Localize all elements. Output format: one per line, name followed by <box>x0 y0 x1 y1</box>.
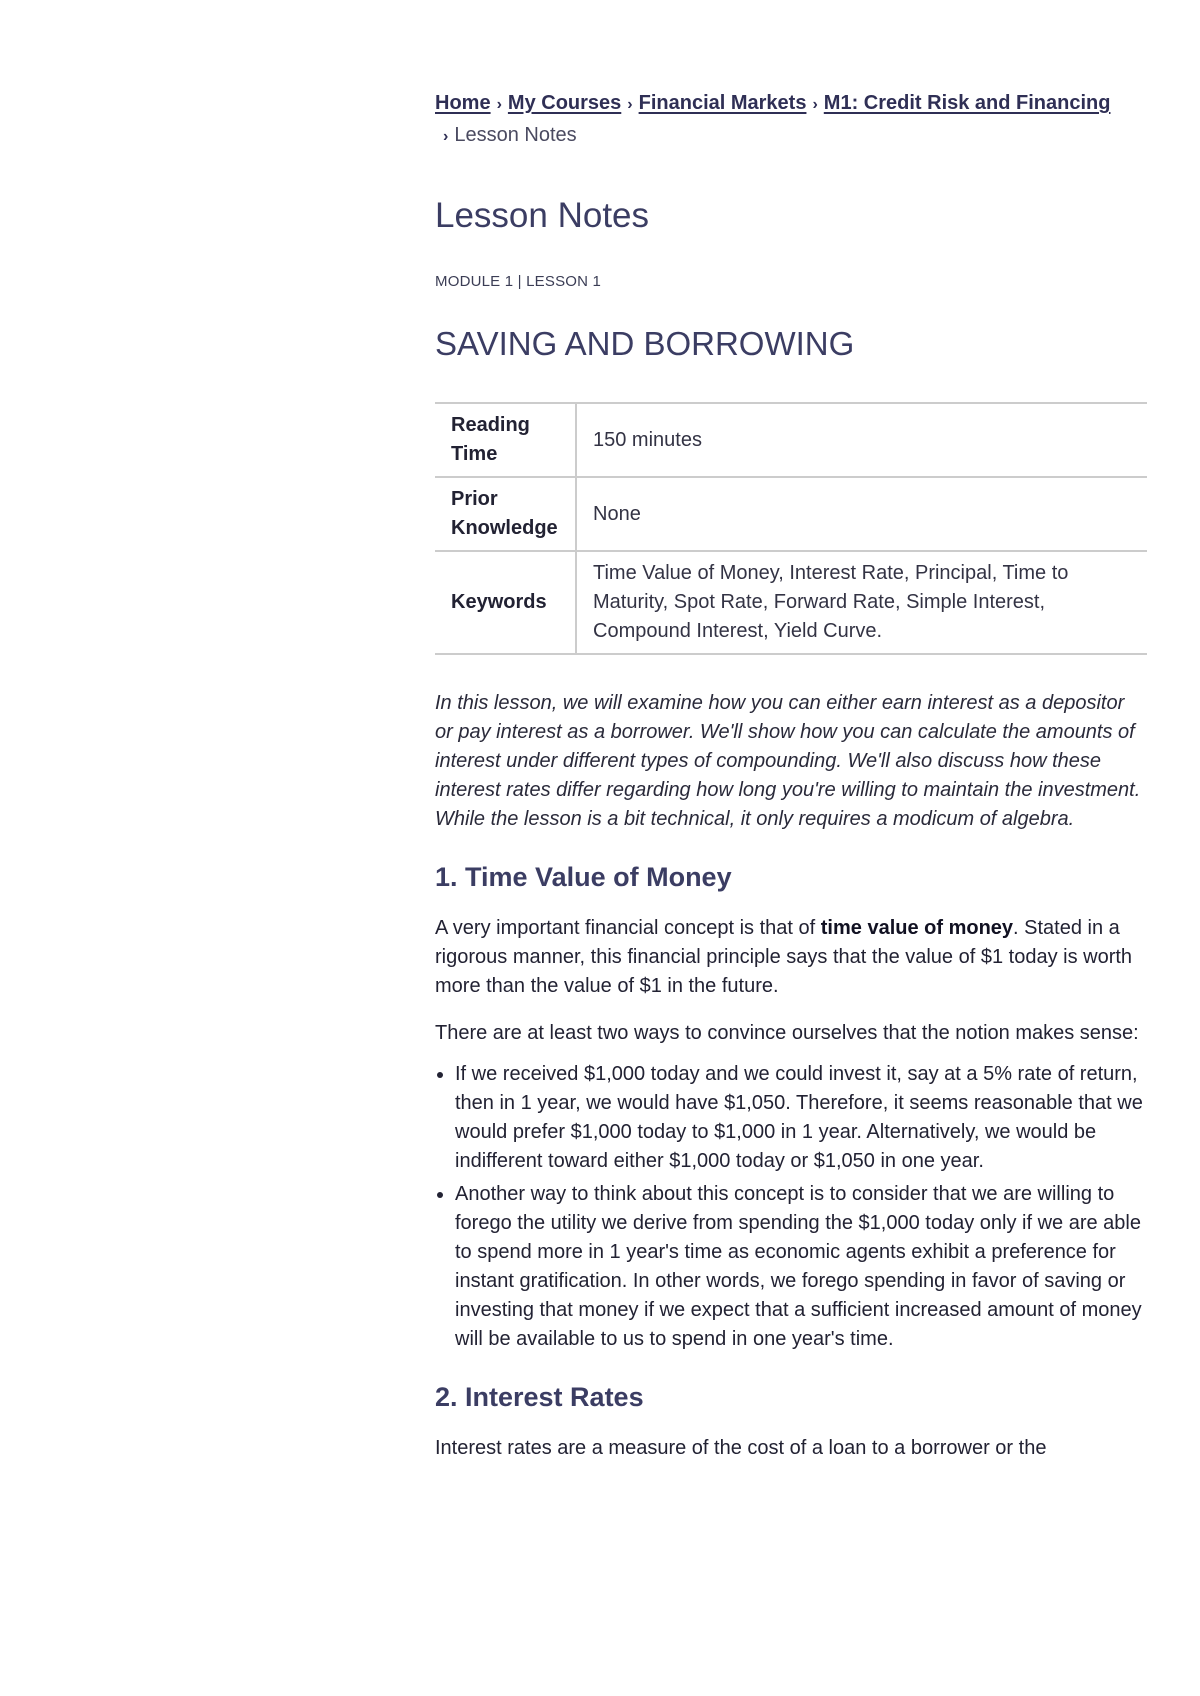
breadcrumb-financial-markets-link[interactable]: Financial Markets <box>638 92 807 114</box>
lesson-content <box>435 88 1147 1463</box>
breadcrumb-module-link[interactable]: M1: Credit Risk and Financing <box>823 92 1111 114</box>
paragraph-text: A very important financial concept is that of <box>435 917 821 939</box>
info-key: Keywords <box>435 551 576 654</box>
breadcrumb-separator-icon: › <box>443 128 449 145</box>
table-row <box>435 403 1147 477</box>
table-row <box>435 477 1147 551</box>
breadcrumb-current <box>435 120 1147 152</box>
info-key: Reading Time <box>435 403 576 477</box>
info-value: Time Value of Money, Interest Rate, Principal, Time to Maturity, Spot Rate, Forward Rate, Simple Interest, Compound Interest, Yield Curve. <box>576 551 1147 654</box>
module-lesson-label: MODULE 1 | LESSON 1 <box>435 273 602 290</box>
breadcrumb-separator-icon: › <box>812 96 818 113</box>
page-title: Lesson Notes <box>435 196 650 235</box>
breadcrumb <box>435 88 1147 152</box>
info-key: Prior Knowledge <box>435 477 576 551</box>
breadcrumb-my-courses-link[interactable]: My Courses <box>507 92 622 114</box>
list-item: • If we received $1,000 today and we could invest it, say at a 5% rate of return, then in 1 year, we would have $1,050. Therefore, it seems reasonable that we would prefer $1,000 today to $1,000 in 1 year. Alternatively, we would be indifferent toward either $1,000 today or $1,050 in one year. <box>455 1060 1147 1176</box>
paragraph: There are at least two ways to convince ourselves that the notion makes sense: <box>435 1022 1139 1044</box>
paragraph-text: . Stated in a rigorous manner, this financial principle says that the value of $1 today is worth more than the value of $1 in the future. <box>435 917 1133 997</box>
info-value: None <box>576 477 1147 551</box>
table-row <box>435 551 1147 654</box>
paragraph: Interest rates are a measure of the cost of a loan to a borrower or the <box>435 1437 1047 1459</box>
lesson-intro: In this lesson, we will examine how you can either earn interest as a depositor or pay interest as a borrower. We'll show how you can calculate the amounts of interest under different types of compounding. We'll also discuss how these interest rates differ regarding how long you're willing to maintain the investment. While the lesson is a bit technical, it only requires a modicum of algebra. <box>435 692 1141 830</box>
breadcrumb-separator-icon: › <box>627 96 633 113</box>
key-term: time value of money <box>820 917 1014 939</box>
breadcrumb-separator-icon: › <box>496 96 502 113</box>
lesson-title: SAVING AND BORROWING <box>435 325 855 362</box>
section-heading-time-value: 1. Time Value of Money <box>435 862 732 892</box>
lesson-info-table <box>435 402 1147 655</box>
paragraph <box>435 914 1147 1001</box>
section-heading-interest-rates: 2. Interest Rates <box>435 1382 644 1412</box>
info-value: 150 minutes <box>576 403 1147 477</box>
breadcrumb-current-label: Lesson Notes <box>454 124 577 146</box>
list-item: • Another way to think about this concept is to consider that we are willing to forego the utility we derive from spending the $1,000 today only if we are able to spend more in 1 year's time as economic agents exhibit a preference for instant gratification. In other words, we forego spending in favor of saving or investing that money if we expect that a sufficient increased amount of money will be available to us to spend in one year's time. <box>455 1180 1147 1354</box>
breadcrumb-home-link[interactable]: Home <box>435 92 491 114</box>
bullet-list <box>435 1060 1147 1354</box>
